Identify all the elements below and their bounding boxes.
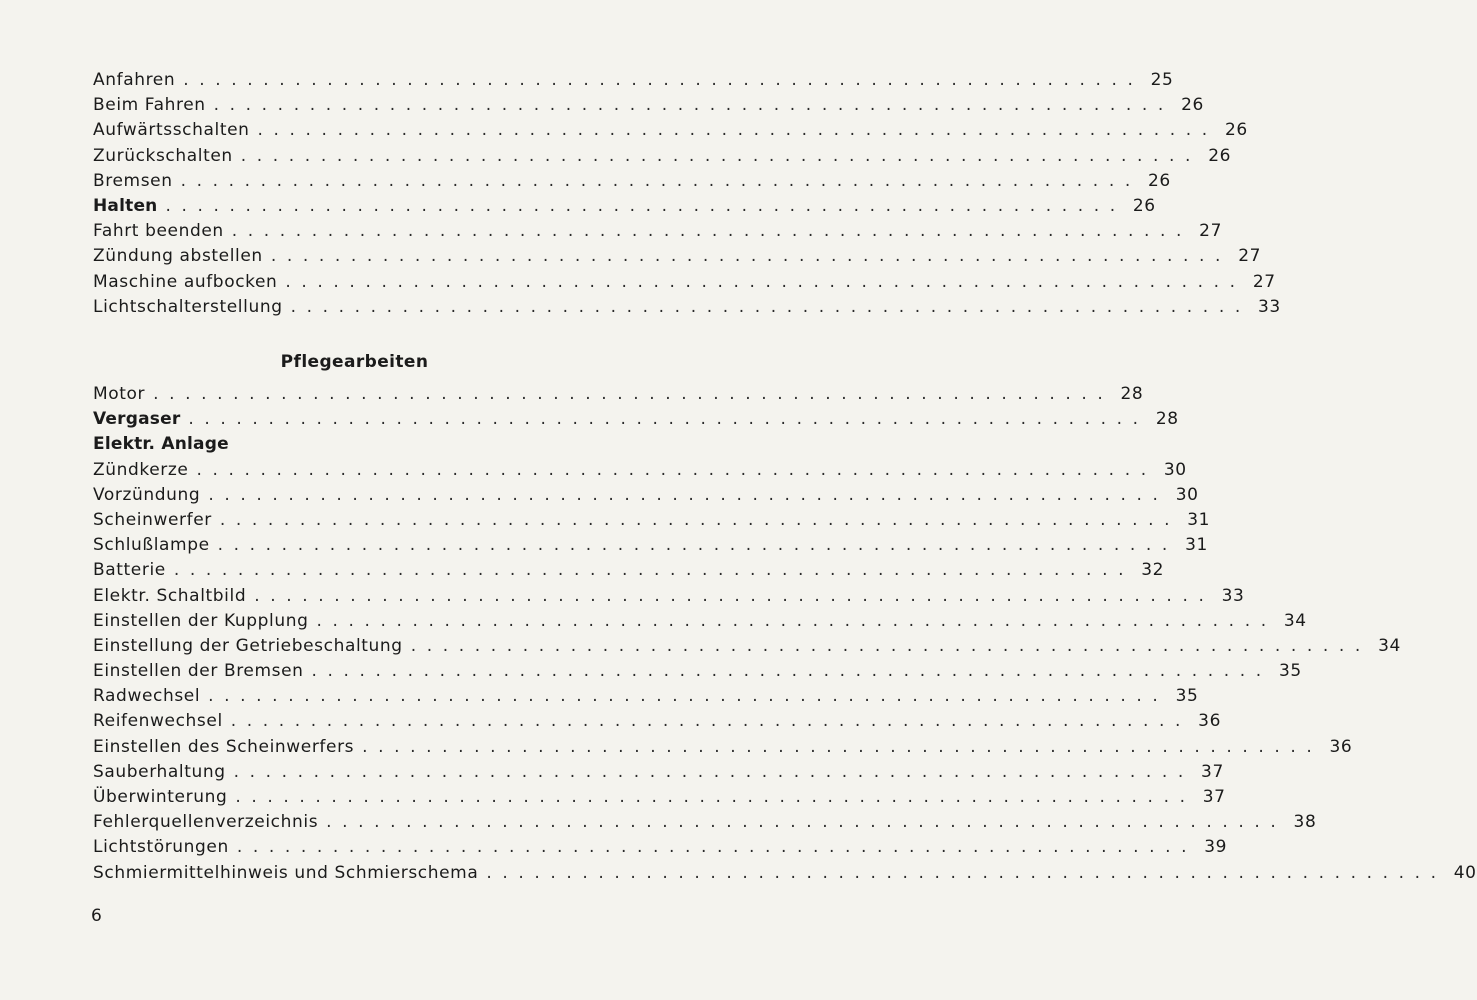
toc-entry <box>93 483 1199 508</box>
toc-entry <box>93 584 1245 609</box>
toc-entry-page-number: 27 <box>1199 221 1223 242</box>
toc-entry <box>93 760 1224 785</box>
dot-leader: ............................................................ <box>257 120 1218 141</box>
toc-entry-page-number: 37 <box>1202 787 1226 807</box>
toc-entry <box>93 93 1204 118</box>
toc-entry <box>93 508 1211 533</box>
toc-entry-label: Motor <box>93 384 146 404</box>
dot-leader: ............................................................ <box>240 145 1202 166</box>
toc-entry <box>93 785 1226 810</box>
dot-leader: ............................................................ <box>316 610 1277 631</box>
toc-entry <box>93 68 1174 93</box>
dot-leader: ............................................................ <box>196 459 1157 480</box>
toc-entry-label: Einstellen des Scheinwerfers <box>93 736 355 757</box>
toc-entry-page-number: 26 <box>1181 95 1204 116</box>
toc-entry-label: Zündung abstellen <box>93 246 263 267</box>
toc-entry-label: Scheinwerfer <box>93 509 212 530</box>
toc-entry-label: Halten <box>93 195 158 216</box>
toc-entry-page-number: 32 <box>1141 560 1165 581</box>
toc-entry <box>93 458 1187 483</box>
toc-entry-label: Vorzündung <box>93 484 201 505</box>
toc-entry <box>93 709 1222 734</box>
toc-entry-label: Beim Fahren <box>93 95 206 116</box>
dot-leader: ............................................................ <box>173 560 1135 581</box>
dot-leader: ............................................................ <box>153 384 1114 404</box>
toc-entry-page-number: 40 <box>1453 862 1477 883</box>
toc-entry-page-number: 28 <box>1120 384 1144 404</box>
dot-leader: ............................................................ <box>235 787 1196 807</box>
toc-entry-page-number: 26 <box>1208 145 1232 166</box>
dot-leader: ............................................................ <box>188 409 1149 430</box>
toc-entry <box>93 659 1302 684</box>
toc-entry-page-number: 30 <box>1163 459 1187 480</box>
toc-entry-label: Elektr. Schaltbild <box>93 585 247 606</box>
toc-entry <box>93 684 1199 709</box>
toc-entry-label: Lichtstörungen <box>93 837 229 858</box>
dot-leader: ............................................................ <box>231 221 1193 242</box>
toc-entry-page-number: 38 <box>1293 812 1317 833</box>
dot-leader: ............................................................ <box>183 70 1144 90</box>
toc-entry <box>93 533 1208 558</box>
toc-entry <box>93 382 1144 407</box>
toc-entry-label: Zurückschalten <box>93 145 233 166</box>
toc-entry-label: Fehlerquellenverzeichnis <box>93 812 319 833</box>
toc-entry-page-number: 26 <box>1147 170 1171 191</box>
toc-entry-page-number: 37 <box>1201 761 1224 782</box>
toc-entry-label: Vergaser <box>93 409 181 430</box>
toc-entry-page-number: 39 <box>1204 837 1228 858</box>
toc-entry-page-number: 26 <box>1224 120 1248 141</box>
toc-entry-page-number: 27 <box>1252 271 1276 292</box>
dot-leader: ............................................................ <box>217 535 1178 556</box>
toc-entry-page-number: 31 <box>1187 509 1211 530</box>
dot-leader: ............................................................ <box>165 195 1126 216</box>
dot-leader: ............................................................ <box>208 686 1169 707</box>
toc-entry-label: Batterie <box>93 560 166 581</box>
dot-leader: ............................................................ <box>213 95 1174 116</box>
dot-leader: ............................................................ <box>208 484 1169 505</box>
toc-entry-label: Schmiermittelhinweis und Schmierschema <box>93 862 479 883</box>
toc-entry-label: Einstellen der Kupplung <box>93 610 309 631</box>
toc-entry <box>93 194 1156 219</box>
toc-entry <box>93 835 1228 860</box>
toc-entry-label: Zündkerze <box>93 459 189 480</box>
toc-entry-page-number: 33 <box>1221 585 1245 606</box>
toc-section-driving <box>93 68 1281 320</box>
toc-entry <box>93 169 1171 194</box>
toc-entry-page-number: 28 <box>1155 409 1179 430</box>
toc-entry-page-number: 30 <box>1175 484 1199 505</box>
toc-entry <box>93 634 1401 659</box>
toc-entry <box>93 609 1307 634</box>
toc-entry <box>93 432 648 457</box>
toc-entry-page-number: 27 <box>1238 246 1262 267</box>
dot-leader: ............................................................ <box>236 837 1198 858</box>
toc-entry <box>93 735 1353 760</box>
toc-entry-label: Überwinterung <box>93 787 228 807</box>
toc-entry-label: Schlußlampe <box>93 535 210 556</box>
dot-leader: ............................................................ <box>410 635 1371 656</box>
toc-entry <box>93 295 1281 320</box>
toc-entry-page-number: 31 <box>1185 535 1208 556</box>
toc-entry <box>93 144 1232 169</box>
toc-entry-label: Einstellen der Bremsen <box>93 661 304 682</box>
toc-entry-label: Lichtschalterstellung <box>93 296 283 317</box>
dot-leader: ............................................................ <box>311 661 1272 682</box>
dot-leader: ............................................................ <box>270 246 1232 267</box>
toc-entry <box>93 270 1276 295</box>
page-number: 6 <box>91 906 102 926</box>
dot-leader: ............................................................ <box>290 296 1251 317</box>
toc-entry-page-number: 34 <box>1378 635 1401 656</box>
dot-leader: ............................................................ <box>230 711 1192 732</box>
toc-entry-page-number: 36 <box>1198 711 1222 732</box>
toc-entry-page-number: 35 <box>1278 661 1302 682</box>
dot-leader: ............................................................ <box>285 271 1246 292</box>
toc-entry <box>93 407 1179 432</box>
toc-entry-label: Sauberhaltung <box>93 761 226 782</box>
dot-leader: ............................................................ <box>486 862 1447 883</box>
toc-entry-label: Radwechsel <box>93 686 201 707</box>
dot-leader: ............................................................ <box>233 761 1194 782</box>
toc-entry-page-number: 35 <box>1175 686 1199 707</box>
toc-entry-label: Anfahren <box>93 70 176 90</box>
toc-entry-page-number: 34 <box>1283 610 1307 631</box>
toc-entry-label: Maschine aufbocken <box>93 271 278 292</box>
toc-entry <box>93 219 1223 244</box>
toc-entry-page-number: 25 <box>1150 70 1174 90</box>
toc-section-maintenance <box>93 382 1477 886</box>
toc-entry-page-number: 26 <box>1132 195 1156 216</box>
toc-entry <box>93 861 1477 886</box>
toc-entry-label: Reifenwechsel <box>93 711 223 732</box>
toc-entry-label: Einstellung der Getriebeschaltung <box>93 635 403 656</box>
toc-entry <box>93 244 1262 269</box>
toc-entry-page-number: 36 <box>1329 736 1353 757</box>
toc-entry <box>93 118 1248 143</box>
toc-entry-label: Fahrt beenden <box>93 221 224 242</box>
dot-leader: ............................................................ <box>254 585 1215 606</box>
toc-entry-label: Bremsen <box>93 170 173 191</box>
dot-leader: ............................................................ <box>326 812 1287 833</box>
toc-entry <box>93 558 1165 583</box>
toc-entry <box>93 810 1317 835</box>
toc-entry-label: Aufwärtsschalten <box>93 120 250 141</box>
section-title: Pflegearbeiten <box>280 352 429 372</box>
dot-leader: ............................................................ <box>362 736 1323 757</box>
dot-leader: ............................................................ <box>180 170 1141 191</box>
toc-entry-page-number: 33 <box>1257 296 1281 317</box>
toc-entry-label: Elektr. Anlage <box>93 434 229 455</box>
dot-leader: ............................................................ <box>219 509 1181 530</box>
